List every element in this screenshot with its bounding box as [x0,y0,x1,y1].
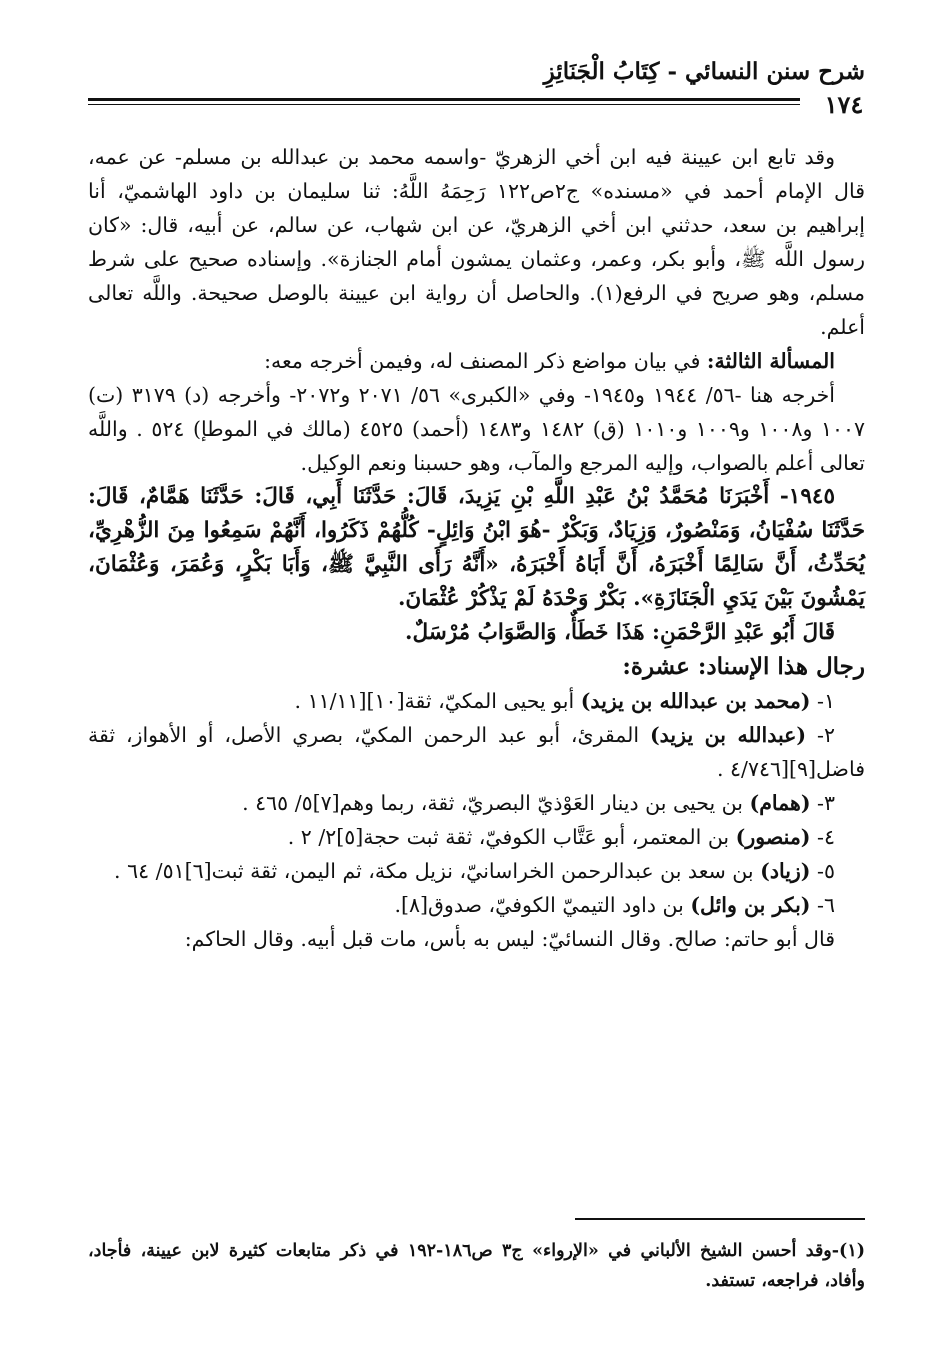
narrator-name: (همام) [749,791,811,815]
narrator-desc: أبو يحيى المكيّ، ثقة[١٠][١١/١١ . [294,689,575,713]
running-title: شرح سنن النسائي - كِتَابُ الْجَنَائِزِ [543,58,865,85]
rijal-heading: رجال هذا الإسناد: عشرة: [622,653,865,680]
narrator-desc: بن داود التيميّ الكوفيّ، صدوق[٨]. [394,893,684,917]
header-rule-thick [88,98,865,101]
masala-paragraph [88,344,865,378]
narrator-item [88,718,865,786]
narrator-name: (بكر بن وائل) [690,893,811,917]
narrator-number: ٤- [817,825,835,849]
narrator-desc: بن المعتمر، أبو عَتَّاب الكوفيّ، ثقة ثبت حجة[٥]٢/ ٢ . [287,825,730,849]
narrator-number: ٥- [817,859,835,883]
narrator-number: ٦- [817,893,835,917]
narrator-item [88,888,865,922]
closing-paragraph: قال أبو حاتم: صالح. وقال النسائيّ: ليس به بأس، مات قبل أبيه. وقال الحاكم: [184,927,835,951]
narrator-item [88,820,865,854]
narrator-name: (عبدالله بن يزيد) [649,723,807,747]
narrator-desc: بن سعد بن عبدالرحمن الخراسانيّ، نزيل مكة، ثم اليمن، ثقة ثبت[٦]٥١/ ٦٤ . [114,859,754,883]
footnote-text: (١)-وقد أحسن الشيخ الألباني في «الإرواء» ج٣ ص١٨٦-١٩٢ في ذكر متابعات كثيرة لابن عيينة، فأجاد، وأفاد، فراجعه، تستفد. [88,1241,865,1291]
narrator-desc: المقرئ، أبو عبد الرحمن المكيّ، بصري الأصل، أو الأهواز، ثقة فاضل[٩][٤/٧٤٦ . [88,723,865,781]
narrator-desc: بن يحيى بن دينار العَوْذيّ البصريّ، ثقة، ربما وهم[٧]٥/ ٤٦٥ . [242,791,743,815]
header-rule-thin [88,104,865,105]
hadith-comment: قَالَ أَبُو عَبْدِ الرَّحْمَنِ: هَذَا خَطَأٌ، وَالصَّوَابُ مُرْسَلٌ. [405,620,835,645]
masala-label: المسألة الثالثة: [706,349,835,373]
footnote-separator [575,1218,865,1220]
takhrij-paragraph: أخرجه هنا -٥٦/ ١٩٤٤ و١٩٤٥- وفي «الكبرى» ٥٦/ ٢٠٧١ و٢٠٧٢- وأخرجه (د) ٣١٧٩ (ت) ١٠٠٧ و١٠٠٨ و١٠٠٩ و١٠١٠ (ق) ١٤٨٢ و١٤٨٣ (أحمد) ٤٥٢٥ (مالك في الموطإ) ٥٢٤ . واللَّه تعالى أعلم بالصواب، وإليه المرجع والمآب، وهو حسبنا ونعم الوكيل. [88,383,865,475]
narrator-number: ١- [817,689,835,713]
main-text [88,140,865,956]
page-header [88,58,865,120]
narrator-name: (زياد) [760,859,811,883]
narrator-name: (محمد بن عبدالله بن يزيد) [580,689,811,713]
page-number: ١٧٤ [800,90,888,119]
narrator-item [88,854,865,888]
masala-text: في بيان مواضع ذكر المصنف له، وفيمن أخرجه معه: [264,349,701,373]
narrator-item [88,684,865,718]
narrator-item [88,786,865,820]
hadith-text: ١٩٤٥- أَخْبَرَنَا مُحَمَّدُ بْنُ عَبْدِ اللَّهِ بْنِ يَزِيدَ، قَالَ: حَدَّثَنَا أَبِي، قَالَ: حَدَّثَنَا هَمَّامٌ، قَالَ: حَدَّثَنَا سُفْيَانُ، وَمَنْصُورٌ، وَزِيَادٌ، وَبَكْرٌ -هُوَ ابْنُ وَائِلٍ- كُلُّهُمْ ذَكَرُوا، أَنَّهُمْ سَمِعُوا مِنَ الزُّهْرِيِّ، يُحَدِّثُ، أَنَّ سَالِمًا أَخْبَرَهُ، أَنَّ أَبَاهُ أَخْبَرَهُ، «أَنَّهُ رَأَى النَّبِيَّ ﷺ، وَأَبَا بَكْرٍ، وَعُمَرَ، وَعُثْمَانَ، يَمْشُونَ بَيْنَ يَدَيِ الْجَنَازَةِ». بَكْرٌ وَحْدَهُ لَمْ يَذْكُرْ عُثْمَانَ. [88,484,865,611]
narrator-number: ٢- [817,723,835,747]
narrator-number: ٣- [817,791,835,815]
paragraph: وقد تابع ابن عيينة فيه ابن أخي الزهريّ -واسمه محمد بن عبدالله بن مسلم- عن عمه، قال الإمام أحمد في «مسنده» ج٢ص١٢٢ رَحِمَهُ اللَّهُ: ثنا سليمان بن داود الهاشميّ، أنا إبراهيم بن سعد، حدثني ابن أخي الزهريّ، عن ابن شهاب، عن سالم، عن أبيه، قال: «كان رسول اللَّه ﷺ، وأبو بكر، وعمر، وعثمان يمشون أمام الجنازة». وإسناده صحيح على شرط مسلم، وهو صريح في الرفع(١). والحاصل أن رواية ابن عيينة بالوصل صحيحة. واللَّه تعالى أعلم. [88,145,866,339]
narrator-name: (منصور) [735,825,811,849]
footnote [88,1236,865,1296]
